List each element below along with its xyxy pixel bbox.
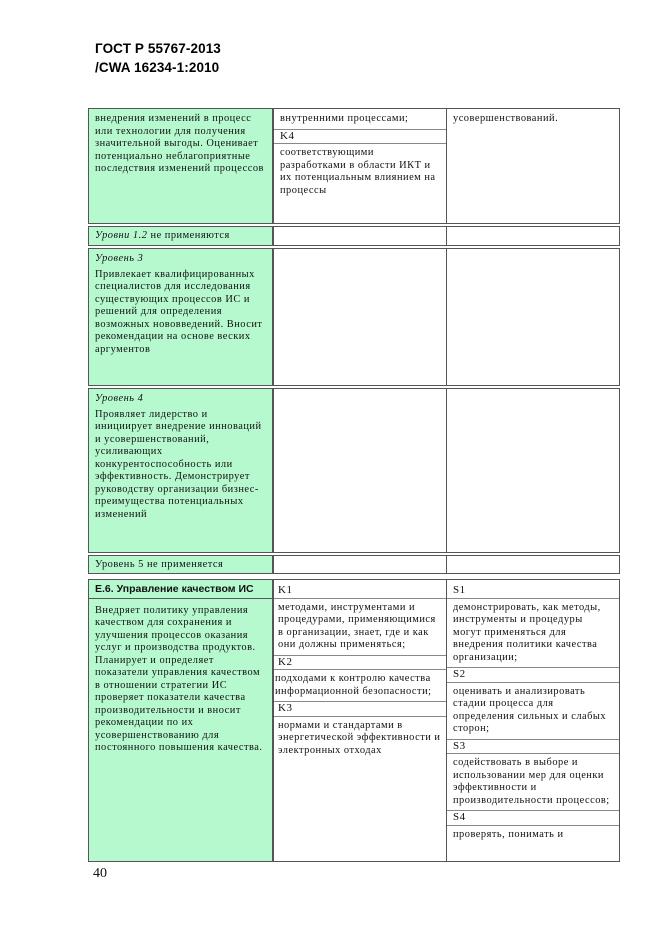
cell-text: внутренними процессами;	[280, 113, 409, 124]
knowledge-cell	[273, 108, 447, 224]
level-cell	[88, 555, 274, 574]
level-description: Проявляет лидерство и инициирует внедрение инноваций и усовершенствований, усиливающих конкурентоспособность или эффективность. Демонстрирует руководству организации бизнес-преимущества потенциальных изменений	[95, 408, 262, 520]
skills-cell	[446, 108, 620, 224]
knowledge-cell	[273, 226, 447, 246]
cell-text: внедрения изменений в процесс или технологии для получения значительной выгоды. Оценивает потенциально неблагоприятные последствия изменений процессов	[95, 113, 264, 174]
document-code-cwa: /CWA 16234-1:2010	[95, 60, 220, 75]
skill-text: демонстрировать, как методы, инструменты и процедуры могут применяться для внедрения политики качества организации;	[453, 601, 601, 663]
skill-code: S3	[447, 739, 619, 755]
table-row	[88, 388, 621, 553]
level-label: Уровень 4	[95, 393, 144, 404]
skill-text: содействовать в выборе и использовании мер для оценки эффективности и производительности процессов;	[453, 757, 610, 806]
skill-code: S4	[447, 810, 619, 826]
cell-text: соответствующими разработками в области ИКТ и их потенциальным влиянием на процессы	[280, 147, 436, 196]
knowledge-cell	[273, 579, 447, 862]
skills-cell	[446, 388, 620, 553]
level-label: Уровень 3	[95, 253, 144, 264]
competence-cell	[88, 579, 274, 862]
cell-text: усовершенствований.	[453, 113, 559, 124]
knowledge-cell	[273, 248, 447, 386]
level-note: не применяются	[147, 230, 230, 241]
skills-cell	[446, 555, 620, 574]
table-row	[88, 248, 621, 386]
knowledge-cell	[273, 388, 447, 553]
competence-description: Внедряет политику управления качеством для сохранения и улучшения процессов оказания услуг и производства продуктов. Планирует и определяет показатели управления качеством в отношении стратегии ИС проверяет показатели качества производительности и вносит рекомендации по их усовершенствованию для постоянного повышения качества.	[95, 604, 263, 753]
skill-text: проверять, понимать и	[453, 828, 564, 840]
level-label: Уровни 1.2	[95, 230, 148, 241]
level-cell	[88, 248, 274, 386]
document-code: ГОСТ Р 55767-2013	[95, 41, 221, 56]
competence-table	[88, 108, 621, 862]
skill-code: S2	[447, 667, 619, 683]
page-number: 40	[93, 866, 107, 881]
table-row	[88, 226, 621, 246]
level-description: Привлекает квалифицированных специалистов для исследования существующих процессов ИС и решений для определения возможных нововведений. Вносит рекомендации на основе веских аргументов	[95, 268, 263, 355]
knowledge-code: K1	[273, 584, 446, 599]
skill-code: S1	[447, 584, 619, 599]
knowledge-text: нормами и стандартами в энергетической эффективности и электронных отходах	[278, 719, 441, 756]
knowledge-code: K2	[273, 655, 446, 671]
knowledge-text: подходами к контролю качества информационной безопасности;	[275, 673, 432, 697]
skills-cell	[446, 226, 620, 246]
skill-text: оценивать и анализировать стадии процесса для определения сильных и слабых сторон;	[453, 685, 607, 734]
skills-cell	[446, 579, 620, 862]
knowledge-cell	[273, 555, 447, 574]
competence-description-cell	[88, 108, 274, 224]
table-row	[88, 555, 621, 574]
level-cell	[88, 226, 274, 246]
skills-cell	[446, 248, 620, 386]
table-row	[88, 579, 621, 862]
table-row	[88, 108, 621, 224]
knowledge-text: методами, инструментами и процедурами, применяющимися в организации, знает, где и как они должны применяться;	[278, 601, 436, 650]
level-cell	[88, 388, 274, 553]
level-note: Уровень 5 не применяется	[95, 559, 224, 570]
knowledge-code: K3	[273, 701, 446, 717]
competence-title: Е.6. Управление качеством ИС	[89, 582, 272, 599]
knowledge-code: K4	[274, 129, 446, 145]
